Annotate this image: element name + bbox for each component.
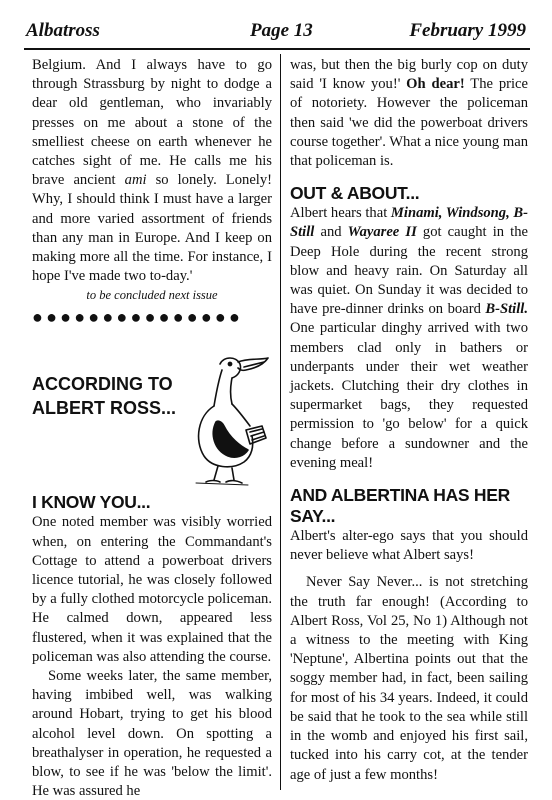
paragraph: Albert hears that Minami, Windsong, B-Still and Wayaree II got caught in the Deep Hole during the recent strong blow and heavy rain. On Saturday all was quiet. On Sunday it was decided to have pre-dinner drinks on board B-Still. One particular dinghy arrived with two members clad only in bathers or underpants under their wet weather jackets. Clutching their dry clothes in supermarket bags, they requested permission to 'go below' for a quick change before a sundowner and the evening meal! xyxy=(290,205,528,471)
column-title: ACCORDING TO ALBERT ROSS... xyxy=(32,374,177,419)
newsletter-title: Albatross xyxy=(26,20,100,41)
paragraph: Never Say Never... is not stretching the truth far enough! (According to Albert Ross, Vol 25, No 1) Although not a witness to the meeting with King 'Neptune', Albertina points out that the soggy member had, in fact, been sailing for most of his 34 years. Indeed, it could be said that he took to the sea while still in the womb and enjoyed his first sail, tucked into his carry cot, at the tender age of just a few months! xyxy=(290,574,528,783)
page-number: Page 13 xyxy=(250,20,313,41)
section-heading-albertina: AND ALBERTINA HAS HER SAY... xyxy=(290,485,510,527)
page-header xyxy=(0,0,552,52)
issue-date: February 1999 xyxy=(409,20,526,41)
bold-phrase: Oh dear! xyxy=(406,76,465,93)
column-masthead xyxy=(32,354,272,490)
paragraph: was, but then the big burly cop on duty said 'I know you!' Oh dear! The price of notoriety. However the policeman then said 'we did the powerboat drivers course together'. What a nice young man that policeman is. xyxy=(290,57,528,170)
paragraph: Some weeks later, the same member, having imbibed well, was walking around Hobart, trying to get his blood alcohol level down. On spotting a breathalyser in operation, he requested a blow, to see if he was 'below the limit'. He was assured he xyxy=(32,668,272,800)
boat-name: B-Still. xyxy=(485,301,528,318)
column-divider xyxy=(280,54,281,790)
continued-note: to be concluded next issue xyxy=(86,288,218,303)
header-rule xyxy=(24,48,530,50)
section-separator-dots: ●●●●●●●●●●●●●●● xyxy=(32,307,244,328)
paragraph: One noted member was visibly worried when, on entering the Commandant's Cottage to attend a powerboat drivers licence tutorial, he was closely followed by a fully clothed motorcycle policeman. He calmed down, appeared less flustered, when it was explained that the policeman was also attending the course. xyxy=(32,514,272,665)
section-heading-i-know-you: I KNOW YOU... xyxy=(32,492,151,513)
section-heading-out-and-about: OUT & ABOUT... xyxy=(290,183,420,204)
albatross-cartoon-icon xyxy=(180,352,280,490)
paragraph: Albert's alter-ego says that you should never believe what Albert says! xyxy=(290,528,528,564)
italic-word: ami xyxy=(124,172,147,189)
story-continuation: Belgium. And I always have to go through Strassburg by night to dodge a dear old gentleman, who invariably presses on me about a stone of the smelliest cheese on earth whenever he catches sight of me. He calls me his brave ancient ami so lonely. Lonely! Why, I should think I must have a larger and more varied assortment of friends than any man in Europe. And I keep on making more all the time. For instance, I hope I've made two to-day.' xyxy=(32,57,273,285)
left-column xyxy=(32,56,272,800)
boat-names: Minami, Windsong, B-Still xyxy=(290,205,528,241)
boat-name: Wayaree II xyxy=(347,224,417,241)
right-column xyxy=(290,56,528,785)
